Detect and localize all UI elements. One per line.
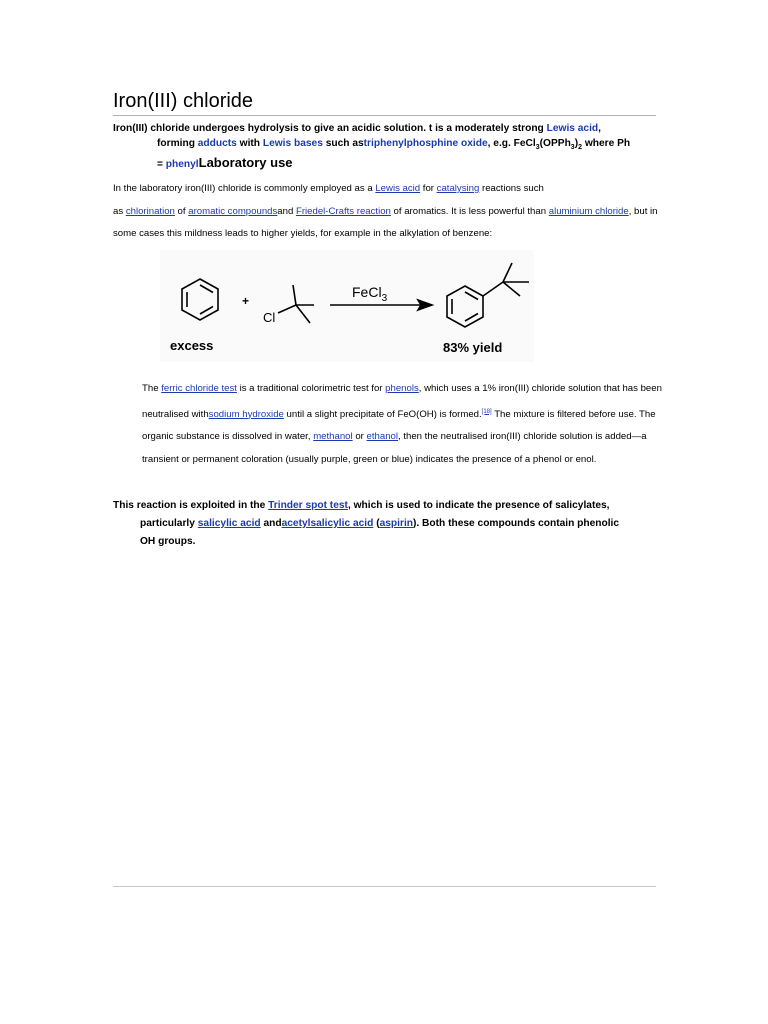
body-text: for — [420, 183, 437, 194]
subscript: 2 — [578, 144, 583, 152]
reagent-label — [352, 284, 388, 304]
link-chlorination[interactable]: chlorination — [125, 205, 175, 217]
hanging-indent-block — [113, 515, 658, 551]
lead-text: Iron(III) chloride undergoes hydrolysis to give an acidic solution. t is a moderately strong — [113, 123, 547, 134]
lead-text: ) — [574, 138, 579, 149]
link-methanol[interactable]: methanol — [313, 431, 353, 443]
tert-butylbenzene-structure — [447, 263, 529, 327]
body-text: ( — [373, 518, 380, 529]
link-triphenylphosphine-oxide[interactable]: triphenylphosphine oxide — [363, 138, 488, 149]
lead-text: with — [236, 138, 263, 149]
body-text: of aromatics. It is less powerful than — [390, 205, 549, 217]
link-lewis-acid-2[interactable]: Lewis acid — [375, 183, 421, 194]
body-text: , but in some cases this mildness leads to higher yields, for example in the alkylation of benzene: — [113, 205, 658, 239]
body-text: The mixture is filtered before use. The organic substance is dissolved in water, — [142, 408, 656, 443]
body-text: and — [277, 205, 296, 217]
plus-sign: + — [242, 294, 250, 308]
body-text: as — [113, 205, 126, 217]
chloride-label: Cl — [263, 310, 276, 325]
lead-indented-block — [113, 136, 658, 172]
tert-butyl-chloride-structure — [278, 285, 314, 323]
reagent-text: FeCl — [352, 284, 382, 300]
body-text: , which is used to indicate the presence of salicylates, — [347, 500, 610, 511]
link-sodium-hydroxide[interactable]: sodium hydroxide — [208, 408, 284, 420]
page-title: Iron(III) chloride — [113, 90, 254, 112]
link-catalysing[interactable]: catalysing — [436, 183, 480, 194]
body-text: , which uses a 1% iron(III) chloride solution that has been neutralised with — [142, 383, 662, 420]
body-text: This reaction is exploited in the — [113, 500, 269, 511]
body-text: In the laboratory iron(III) chloride is commonly employed as a — [113, 183, 376, 194]
link-trinder-spot-test[interactable]: Trinder spot test — [268, 500, 348, 511]
yield-label: 83% yield — [443, 340, 503, 355]
link-aromatic-compounds[interactable]: aromatic compounds — [188, 205, 278, 217]
link-adducts[interactable]: adducts — [197, 138, 237, 149]
body-text: until a slight precipitate of FeO(OH) is formed. — [283, 408, 482, 420]
link-ferric-chloride-test[interactable]: ferric chloride test — [161, 383, 237, 394]
reagent-subscript: 3 — [381, 293, 388, 304]
link-ethanol[interactable]: ethanol — [366, 431, 399, 443]
laboratory-paragraph — [113, 178, 658, 246]
link-aluminium-chloride[interactable]: aluminium chloride — [548, 205, 629, 217]
lead-text: (OPPh — [539, 138, 571, 149]
benzene-structure — [182, 279, 218, 320]
body-text: particularly — [140, 518, 198, 529]
subscript: 3 — [570, 144, 575, 152]
lead-text: forming — [157, 138, 198, 149]
reaction-scheme — [160, 250, 534, 362]
body-text: of — [174, 205, 189, 217]
lead-text: where Ph — [582, 138, 631, 149]
reaction-scheme-svg — [160, 250, 534, 362]
excess-label: excess — [170, 338, 214, 353]
trinder-paragraph — [113, 497, 658, 551]
link-phenols[interactable]: phenols — [385, 383, 419, 394]
lead-text: , — [598, 123, 601, 134]
lead-text: such as — [322, 138, 364, 149]
title-divider — [113, 115, 656, 116]
link-friedel-crafts-reaction[interactable]: Friedel-Crafts reaction — [295, 205, 391, 217]
link-phenyl[interactable]: phenyl — [165, 159, 199, 171]
body-text: ). Both these compounds contain phenolic — [413, 518, 620, 529]
lead-paragraph — [113, 121, 658, 172]
link-salicylic-acid[interactable]: salicylic acid — [197, 518, 261, 529]
section-heading-laboratory-use: Laboratory use — [198, 155, 293, 171]
lead-text: , e.g. FeCl — [487, 138, 536, 149]
body-text: reactions such — [479, 183, 544, 194]
lead-text: = — [157, 159, 166, 171]
body-text: or — [352, 431, 367, 443]
body-text: OH groups. — [140, 536, 196, 547]
subscript: 3 — [535, 144, 540, 152]
citation-link[interactable]: [18] — [481, 408, 492, 415]
ferric-chloride-test-paragraph — [142, 378, 662, 471]
footer-divider — [113, 886, 656, 887]
body-text: and — [260, 518, 282, 529]
link-lewis-bases[interactable]: Lewis bases — [262, 138, 323, 149]
body-text: , then the neutralised iron(III) chloride solution is added—a transient or permanent coloration (usually purple, green or blue) indicates the presence of a phenol or enol. — [142, 431, 647, 465]
link-lewis-acid[interactable]: Lewis acid — [546, 123, 599, 134]
link-aspirin[interactable]: aspirin — [379, 518, 413, 529]
link-acetylsalicylic-acid[interactable]: acetylsalicylic acid — [281, 518, 374, 529]
body-text: is a traditional colorimetric test for — [236, 383, 386, 394]
body-text: The — [142, 383, 162, 394]
